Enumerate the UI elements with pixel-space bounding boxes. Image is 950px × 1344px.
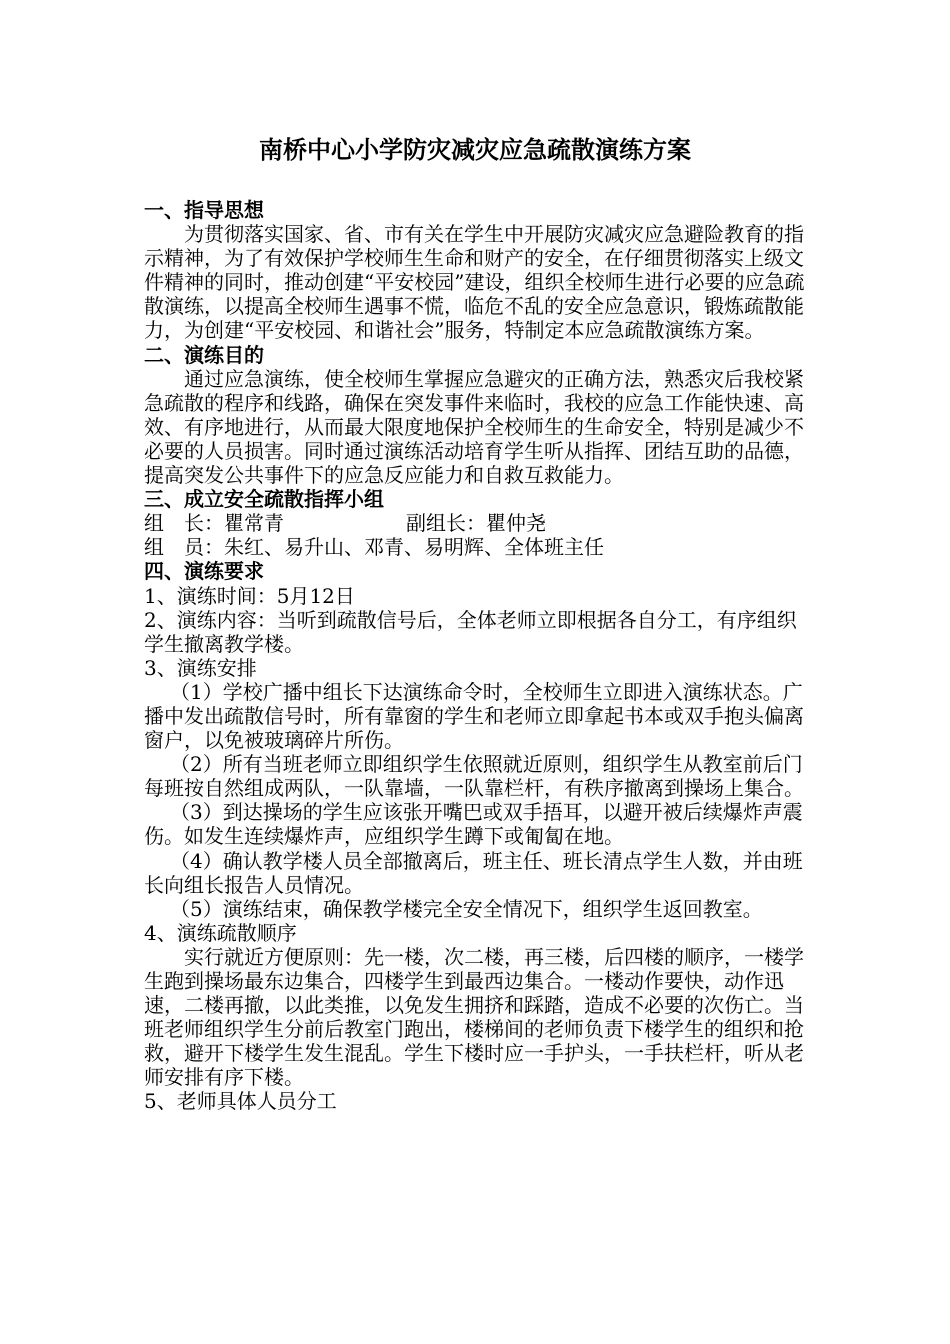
document-title: 南桥中心小学防灾减灾应急疏散演练方案 <box>259 136 691 164</box>
section-heading-command-group: 三、成立安全疏散指挥小组 <box>144 487 384 512</box>
arrangement-item: （1）学校广播中组长下达演练命令时，全校师生立即进入演练状态。广播中发出疏散信号时，所有靠窗的学生和老师立即拿起书本或双手抱头偏离窗户，以免被玻璃碎片所伤。 <box>144 679 804 753</box>
staff-assignment-title: 5、老师具体人员分工 <box>144 1089 337 1114</box>
arrangement-item: （4）确认教学楼人员全部撤离后，班主任、班长清点学生人数，并由班长向组长报告人员情况。 <box>144 848 803 897</box>
group-deputy-leader: 副组长：瞿仲尧 <box>406 511 546 536</box>
section-heading-guiding-ideology: 一、指导思想 <box>144 198 264 222</box>
section-heading-drill-requirements: 四、演练要求 <box>144 559 264 584</box>
drill-arrangement-title: 3、演练安排 <box>144 655 257 680</box>
drill-time: 1、演练时间：5月12日 <box>144 583 355 608</box>
group-members: 组 员：朱红、易升山、邓青、易明辉、全体班主任 <box>144 535 604 560</box>
arrangement-item: （5）演练结束，确保教学楼完全安全情况下，组织学生返回教室。 <box>170 896 763 921</box>
arrangement-item: （2）所有当班老师立即组织学生依照就近原则，组织学生从教室前后门每班按自然组成两队，一队靠墙，一队靠栏杆，有秩序撤离到操场上集合。 <box>144 752 804 801</box>
section-heading-drill-purpose: 二、演练目的 <box>144 342 264 367</box>
paragraph-drill-purpose: 通过应急演练，使全校师生掌握应急避灾的正确方法，熟悉灾后我校紧急疏散的程序和线路，确保在突发事件来临时，我校的应急工作能快速、高效、有序地进行，从而最大限度地保护全校师生的生命安全，特别是减少不必要的人员损害。同时通过演练活动培育学生听从指挥、团结互助的品德，提高突发公共事件下的应急反应能力和自救互救能力。 <box>144 366 804 488</box>
drill-content: 2、演练内容：当听到疏散信号后，全体老师立即根据各自分工，有序组织学生撤离教学楼。 <box>144 607 797 656</box>
group-leader: 组 长：瞿常青 <box>144 511 284 536</box>
evacuation-order-paragraph: 实行就近方便原则：先一楼，次二楼，再三楼，后四楼的顺序，一楼学生跑到操场最东边集合，四楼学生到最西边集合。一楼动作要快，动作迅速，二楼再撤，以此类推，以免发生拥挤和踩踏，造成不必要的次伤亡。当班老师组织学生分前后教室门跑出，楼梯间的老师负责下楼学生的组织和抢救，避开下楼学生发生混乱。学生下楼时应一手护头，一手扶栏杆，听从老师安排有序下楼。 <box>144 944 804 1090</box>
evacuation-order-title: 4、演练疏散顺序 <box>144 920 297 945</box>
group-leader-row <box>144 511 810 535</box>
document-body <box>144 198 810 1114</box>
arrangement-item: （3）到达操场的学生应该张开嘴巴或双手捂耳，以避开被后续爆炸声震伤。如发生连续爆炸声，应组织学生蹲下或匍匐在地。 <box>144 800 803 849</box>
paragraph-guiding-ideology: 为贯彻落实国家、省、市有关在学生中开展防灾减灾应急避险教育的指示精神，为了有效保护学校师生生命和财产的安全，在仔细贯彻落实上级文件精神的同时，推动创建“平安校园”建设，组织全校师生进行必要的应急疏散演练，以提高全校师生遇事不慌，临危不乱的安全应急意识，锻炼疏散能力，为创建“平安校园、和谐社会”服务，特制定本应急疏散演练方案。 <box>144 222 805 343</box>
